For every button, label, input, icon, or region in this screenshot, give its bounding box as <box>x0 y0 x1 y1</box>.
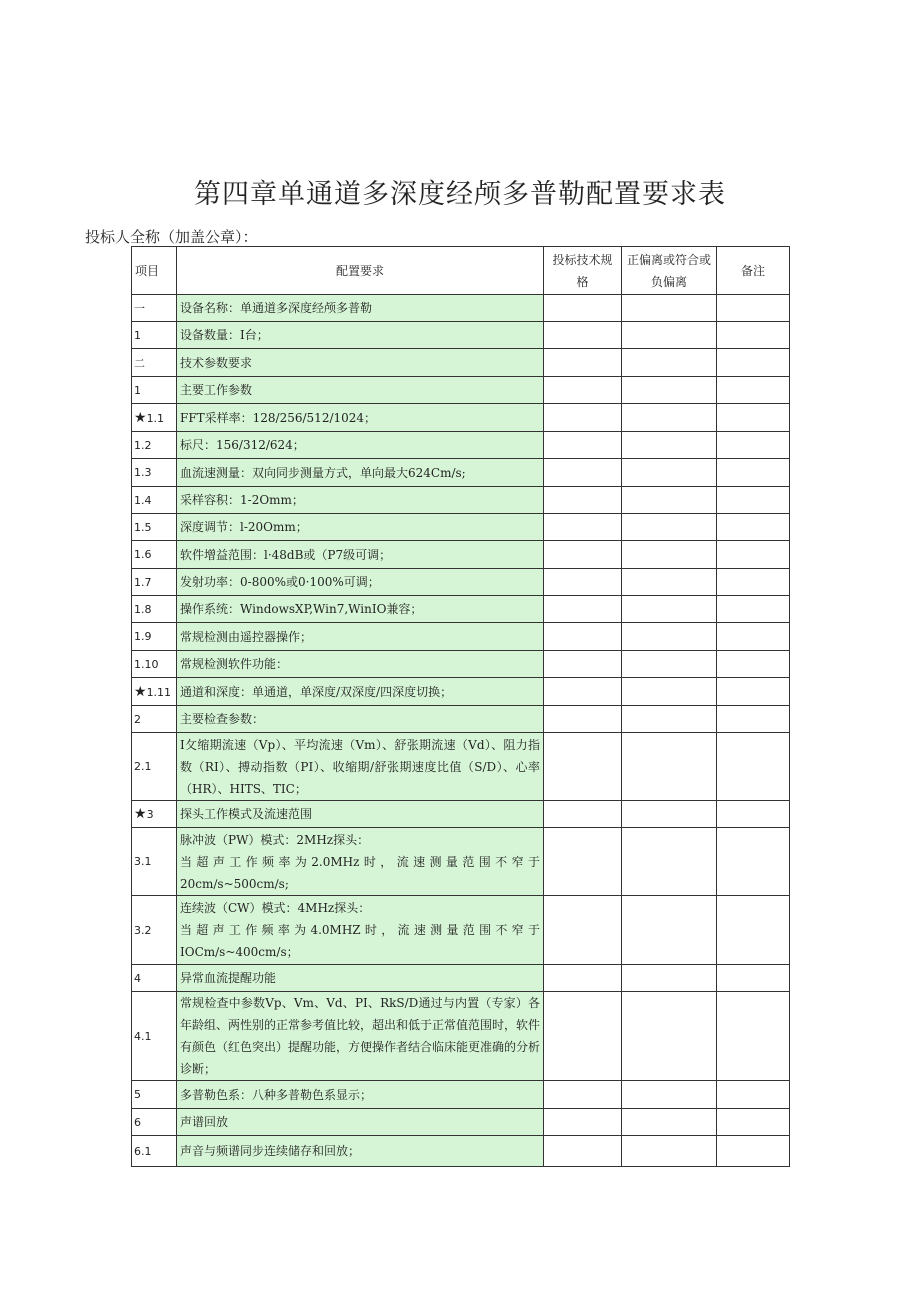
deviation-cell[interactable] <box>622 295 717 322</box>
bid-spec-cell[interactable] <box>544 678 622 706</box>
requirement-cell: 异常血流提醒功能 <box>177 965 544 992</box>
table-row <box>132 322 790 349</box>
deviation-cell[interactable] <box>622 965 717 992</box>
requirement-cell: 通道和深度：单通道，单深度/双深度/四深度切换； <box>177 678 544 706</box>
item-number-cell <box>132 295 177 322</box>
remark-cell[interactable] <box>717 1081 790 1109</box>
bid-spec-cell[interactable] <box>544 1136 622 1167</box>
deviation-cell[interactable] <box>622 377 717 404</box>
requirement-cell: 连续波（CW）模式：4MHz探头： 当超声工作频率为4.0MHZ时，流速测量范围不窄于IOCm∕s~400cm/s； <box>177 896 544 965</box>
table-row <box>132 459 790 487</box>
deviation-cell[interactable] <box>622 322 717 349</box>
item-number: 4 <box>134 971 141 985</box>
item-number-cell <box>132 541 177 569</box>
star-icon: ★ <box>134 806 147 822</box>
item-number-cell <box>132 487 177 514</box>
item-number: 2.1 <box>134 760 152 773</box>
deviation-cell[interactable] <box>622 992 717 1081</box>
requirement-cell: 设备数量：I台； <box>177 322 544 349</box>
remark-cell[interactable] <box>717 487 790 514</box>
item-number-cell <box>132 459 177 487</box>
remark-cell[interactable] <box>717 1109 790 1136</box>
item-number-cell <box>132 706 177 733</box>
table-row <box>132 733 790 801</box>
bid-spec-cell[interactable] <box>544 404 622 432</box>
table-row <box>132 1136 790 1167</box>
table-row <box>132 1081 790 1109</box>
header-item: 项目 <box>132 247 177 295</box>
requirement-cell: 多普勒色系：八种多普勒色系显示； <box>177 1081 544 1109</box>
deviation-cell[interactable] <box>622 828 717 896</box>
deviation-cell[interactable] <box>622 706 717 733</box>
remark-cell[interactable] <box>717 514 790 541</box>
requirement-cell: 血流速测量：双向同步测量方式，单向最大624Cm/s; <box>177 459 544 487</box>
item-number-cell <box>132 514 177 541</box>
bid-spec-cell[interactable] <box>544 322 622 349</box>
deviation-cell[interactable] <box>622 569 717 596</box>
bid-spec-cell[interactable] <box>544 295 622 322</box>
table-row <box>132 706 790 733</box>
requirement-cell: 采样容积：1-2Omm； <box>177 487 544 514</box>
requirement-cell: 发射功率：0-800%或0·100%可调； <box>177 569 544 596</box>
requirement-cell: 主要检查参数： <box>177 706 544 733</box>
requirement-cell: 常规检查中参数Vp、Vm、Vd、PI、RkS/D通过与内置（专家）各年龄组、两性别的正常参考值比较，超出和低于正常值范围时，软件有颜色（红色突出）提醒功能，方便操作者结合临床能更准确的分析诊断； <box>177 992 544 1081</box>
deviation-cell[interactable] <box>622 678 717 706</box>
item-number-cell <box>132 1109 177 1136</box>
remark-cell[interactable] <box>717 349 790 377</box>
bid-spec-cell[interactable] <box>544 432 622 459</box>
item-number-cell <box>132 733 177 801</box>
table-row <box>132 828 790 896</box>
item-number-cell <box>132 965 177 992</box>
table-row <box>132 801 790 828</box>
remark-cell[interactable] <box>717 322 790 349</box>
deviation-cell[interactable] <box>622 349 717 377</box>
deviation-cell[interactable] <box>622 623 717 651</box>
item-number: 6.1 <box>134 1144 152 1158</box>
requirement-cell: 声音与频谱同步连续储存和回放； <box>177 1136 544 1167</box>
header-requirement: 配置要求 <box>177 247 544 295</box>
item-number: 1.5 <box>134 520 152 534</box>
requirement-cell: 软件增益范围：l·48dB或（P7级可调； <box>177 541 544 569</box>
bid-spec-cell[interactable] <box>544 896 622 965</box>
requirement-cell: 探头工作模式及流速范围 <box>177 801 544 828</box>
remark-cell[interactable] <box>717 623 790 651</box>
table-row <box>132 569 790 596</box>
remark-cell[interactable] <box>717 1136 790 1167</box>
remark-cell[interactable] <box>717 678 790 706</box>
bid-spec-cell[interactable] <box>544 965 622 992</box>
requirement-cell: 常规检测软件功能： <box>177 651 544 678</box>
bid-spec-cell[interactable] <box>544 651 622 678</box>
item-number-cell <box>132 678 177 706</box>
header-deviation: 正偏离或符合或负偏离 <box>622 247 717 295</box>
requirement-cell: I攵缩期流速（Vp）、平均流速（Vm）、舒张期流速（Vd）、阻力指数（RI）、搏动指数（PI）、收缩期/舒张期速度比值（S/D）、心率（HR）、HITS、TIC； <box>177 733 544 801</box>
requirement-cell: 声谱回放 <box>177 1109 544 1136</box>
item-number-cell <box>132 322 177 349</box>
item-number: 1.7 <box>134 575 152 589</box>
bid-spec-cell[interactable] <box>544 487 622 514</box>
remark-cell[interactable] <box>717 706 790 733</box>
table-row <box>132 651 790 678</box>
remark-cell[interactable] <box>717 295 790 322</box>
deviation-cell[interactable] <box>622 801 717 828</box>
item-number-cell <box>132 569 177 596</box>
item-number-cell <box>132 432 177 459</box>
deviation-cell[interactable] <box>622 459 717 487</box>
remark-cell[interactable] <box>717 801 790 828</box>
header-bid-spec: 投标技术规格 <box>544 247 622 295</box>
bid-spec-cell[interactable] <box>544 801 622 828</box>
table-row <box>132 1109 790 1136</box>
requirement-cell: 常规检测由遥控器操作； <box>177 623 544 651</box>
table-header-row <box>132 247 790 295</box>
table-row <box>132 514 790 541</box>
remark-cell[interactable] <box>717 596 790 623</box>
item-number-cell <box>132 828 177 896</box>
bid-spec-cell[interactable] <box>544 1109 622 1136</box>
item-number: 一 <box>134 302 145 315</box>
item-number: 1.6 <box>134 548 152 561</box>
item-number: 1.2 <box>134 438 152 452</box>
remark-cell[interactable] <box>717 992 790 1081</box>
item-number: 1.10 <box>134 657 159 671</box>
requirement-cell: 标尺：156/312/624； <box>177 432 544 459</box>
deviation-cell[interactable] <box>622 651 717 678</box>
item-number: 1.11 <box>146 685 172 699</box>
item-number-cell <box>132 404 177 432</box>
bid-spec-cell[interactable] <box>544 828 622 896</box>
item-number-cell <box>132 349 177 377</box>
item-number: 二 <box>134 356 145 370</box>
item-number: 6 <box>134 1115 141 1129</box>
item-number: 1 <box>134 328 141 342</box>
item-number: 2 <box>134 712 141 726</box>
item-number: 1.4 <box>134 493 152 507</box>
remark-cell[interactable] <box>717 651 790 678</box>
table-row <box>132 295 790 322</box>
item-number-cell <box>132 623 177 651</box>
requirement-cell: 设备名称：单通道多深度经颅多普勒 <box>177 295 544 322</box>
config-requirements-table <box>131 246 790 1167</box>
remark-cell[interactable] <box>717 569 790 596</box>
item-number: 1.1 <box>146 411 165 425</box>
bid-spec-cell[interactable] <box>544 733 622 801</box>
item-number-cell <box>132 1136 177 1167</box>
table-row <box>132 404 790 432</box>
requirement-cell: 技术参数要求 <box>177 349 544 377</box>
table-row <box>132 349 790 377</box>
item-number-cell <box>132 596 177 623</box>
bid-spec-cell[interactable] <box>544 349 622 377</box>
bid-spec-cell[interactable] <box>544 569 622 596</box>
remark-cell[interactable] <box>717 965 790 992</box>
deviation-cell[interactable] <box>622 487 717 514</box>
remark-cell[interactable] <box>717 828 790 896</box>
bid-spec-cell[interactable] <box>544 377 622 404</box>
item-number-cell <box>132 896 177 965</box>
item-number: 1.9 <box>134 630 152 643</box>
table-row <box>132 678 790 706</box>
remark-cell[interactable] <box>717 377 790 404</box>
requirement-cell: 脉冲波（PW）模式：2MHz探头： 当超声工作频率为2.0MHz时，流速测量范围不窄于20cm∕s~500cm∕s; <box>177 828 544 896</box>
table-row <box>132 487 790 514</box>
item-number: 3 <box>146 808 154 821</box>
item-number-cell <box>132 992 177 1081</box>
table-row <box>132 992 790 1081</box>
deviation-cell[interactable] <box>622 404 717 432</box>
page-title: 第四章单通道多深度经颅多普勒配置要求表 <box>194 179 726 210</box>
deviation-cell[interactable] <box>622 1081 717 1109</box>
table-row <box>132 623 790 651</box>
requirement-cell: 操作系统：WindowsXP,Win7,WinIO兼容； <box>177 596 544 623</box>
requirement-cell: 深度调节：l-20Omm； <box>177 514 544 541</box>
star-icon: ★ <box>134 683 147 700</box>
bid-spec-cell[interactable] <box>544 706 622 733</box>
table-row <box>132 596 790 623</box>
deviation-cell[interactable] <box>622 514 717 541</box>
remark-cell[interactable] <box>717 432 790 459</box>
item-number-cell <box>132 377 177 404</box>
deviation-cell[interactable] <box>622 1109 717 1136</box>
deviation-cell[interactable] <box>622 896 717 965</box>
bid-spec-cell[interactable] <box>544 992 622 1081</box>
remark-cell[interactable] <box>717 733 790 801</box>
item-number-cell <box>132 801 177 828</box>
table-row <box>132 896 790 965</box>
deviation-cell[interactable] <box>622 733 717 801</box>
header-remark: 备注 <box>717 247 790 295</box>
requirement-cell: FFT采样率：128/256/512/1024； <box>177 404 544 432</box>
star-icon: ★ <box>134 409 147 426</box>
table-row <box>132 432 790 459</box>
deviation-cell[interactable] <box>622 541 717 569</box>
item-number: 1 <box>134 383 141 397</box>
bid-spec-cell[interactable] <box>544 1081 622 1109</box>
bid-spec-cell[interactable] <box>544 514 622 541</box>
bid-spec-cell[interactable] <box>544 541 622 569</box>
deviation-cell[interactable] <box>622 432 717 459</box>
item-number: 3.1 <box>134 855 152 868</box>
deviation-cell[interactable] <box>622 596 717 623</box>
bid-spec-cell[interactable] <box>544 459 622 487</box>
table-row <box>132 377 790 404</box>
deviation-cell[interactable] <box>622 1136 717 1167</box>
remark-cell[interactable] <box>717 404 790 432</box>
bid-spec-cell[interactable] <box>544 596 622 623</box>
table-row <box>132 965 790 992</box>
item-number-cell <box>132 1081 177 1109</box>
remark-cell[interactable] <box>717 896 790 965</box>
remark-cell[interactable] <box>717 541 790 569</box>
remark-cell[interactable] <box>717 459 790 487</box>
table-row <box>132 541 790 569</box>
requirement-cell: 主要工作参数 <box>177 377 544 404</box>
bid-spec-cell[interactable] <box>544 623 622 651</box>
item-number: 4.1 <box>134 1029 152 1043</box>
bidder-name-label: 投标人全称（加盖公章）： <box>85 228 258 246</box>
item-number: 3.2 <box>134 923 152 937</box>
item-number: 1.8 <box>134 602 152 616</box>
item-number: 1.3 <box>134 466 152 479</box>
item-number-cell <box>132 651 177 678</box>
item-number: 5 <box>134 1088 141 1101</box>
